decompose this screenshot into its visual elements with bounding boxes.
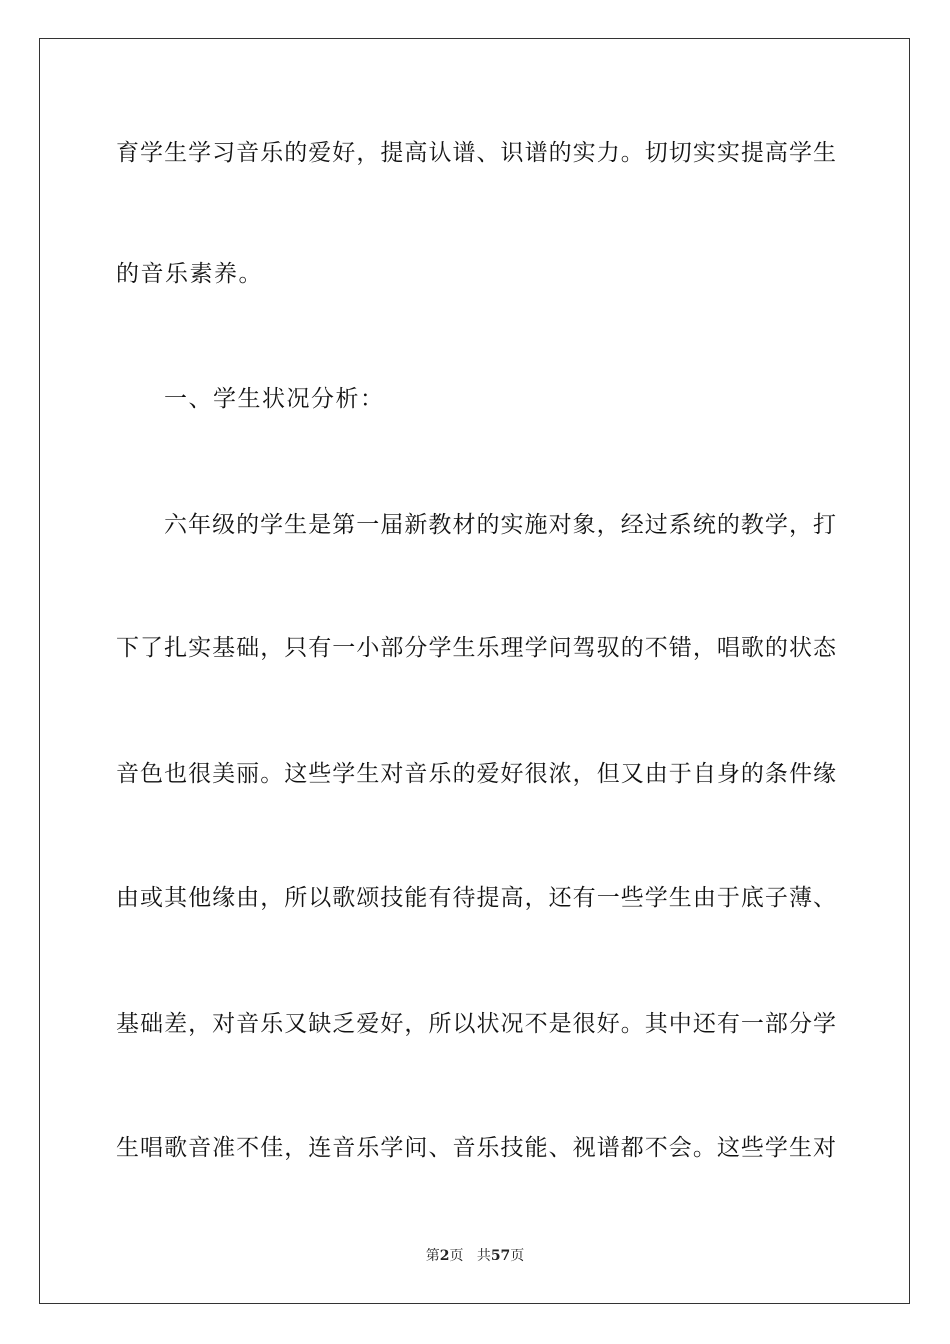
- body-line-4: 六年级的学生是第一届新教材的实施对象，经过系统的教学，打: [164, 512, 836, 538]
- footer-total-pages: 57: [490, 1248, 511, 1264]
- body-line-9: 生唱歌音准不佳，连音乐学问、音乐技能、视谱都不会。这些学生对: [116, 1135, 836, 1161]
- body-line-5: 下了扎实基础，只有一小部分学生乐理学问驾驭的不错，唱歌的状态: [116, 635, 836, 661]
- body-line-1: 育学生学习音乐的爱好，提高认谱、识谱的实力。切切实实提高学生: [116, 140, 836, 166]
- footer-total-prefix: 共: [476, 1248, 491, 1264]
- page-footer: [0, 1246, 950, 1266]
- page-frame: [39, 38, 910, 1304]
- body-line-2: 的音乐素养。: [116, 261, 263, 287]
- body-line-6: 音色也很美丽。这些学生对音乐的爱好很浓，但又由于自身的条件缘: [116, 761, 836, 787]
- section-heading: 一、学生状况分析：: [164, 386, 385, 412]
- body-line-8: 基础差，对音乐又缺乏爱好，所以状况不是很好。其中还有一部分学: [116, 1011, 836, 1037]
- footer-page-suffix: 页: [449, 1248, 464, 1264]
- footer-page-prefix: 第: [425, 1248, 440, 1264]
- footer-total-suffix: 页: [510, 1248, 525, 1264]
- footer-page-number: 2: [439, 1248, 450, 1264]
- body-line-7: 由或其他缘由，所以歌颂技能有待提高，还有一些学生由于底子薄、: [116, 885, 836, 911]
